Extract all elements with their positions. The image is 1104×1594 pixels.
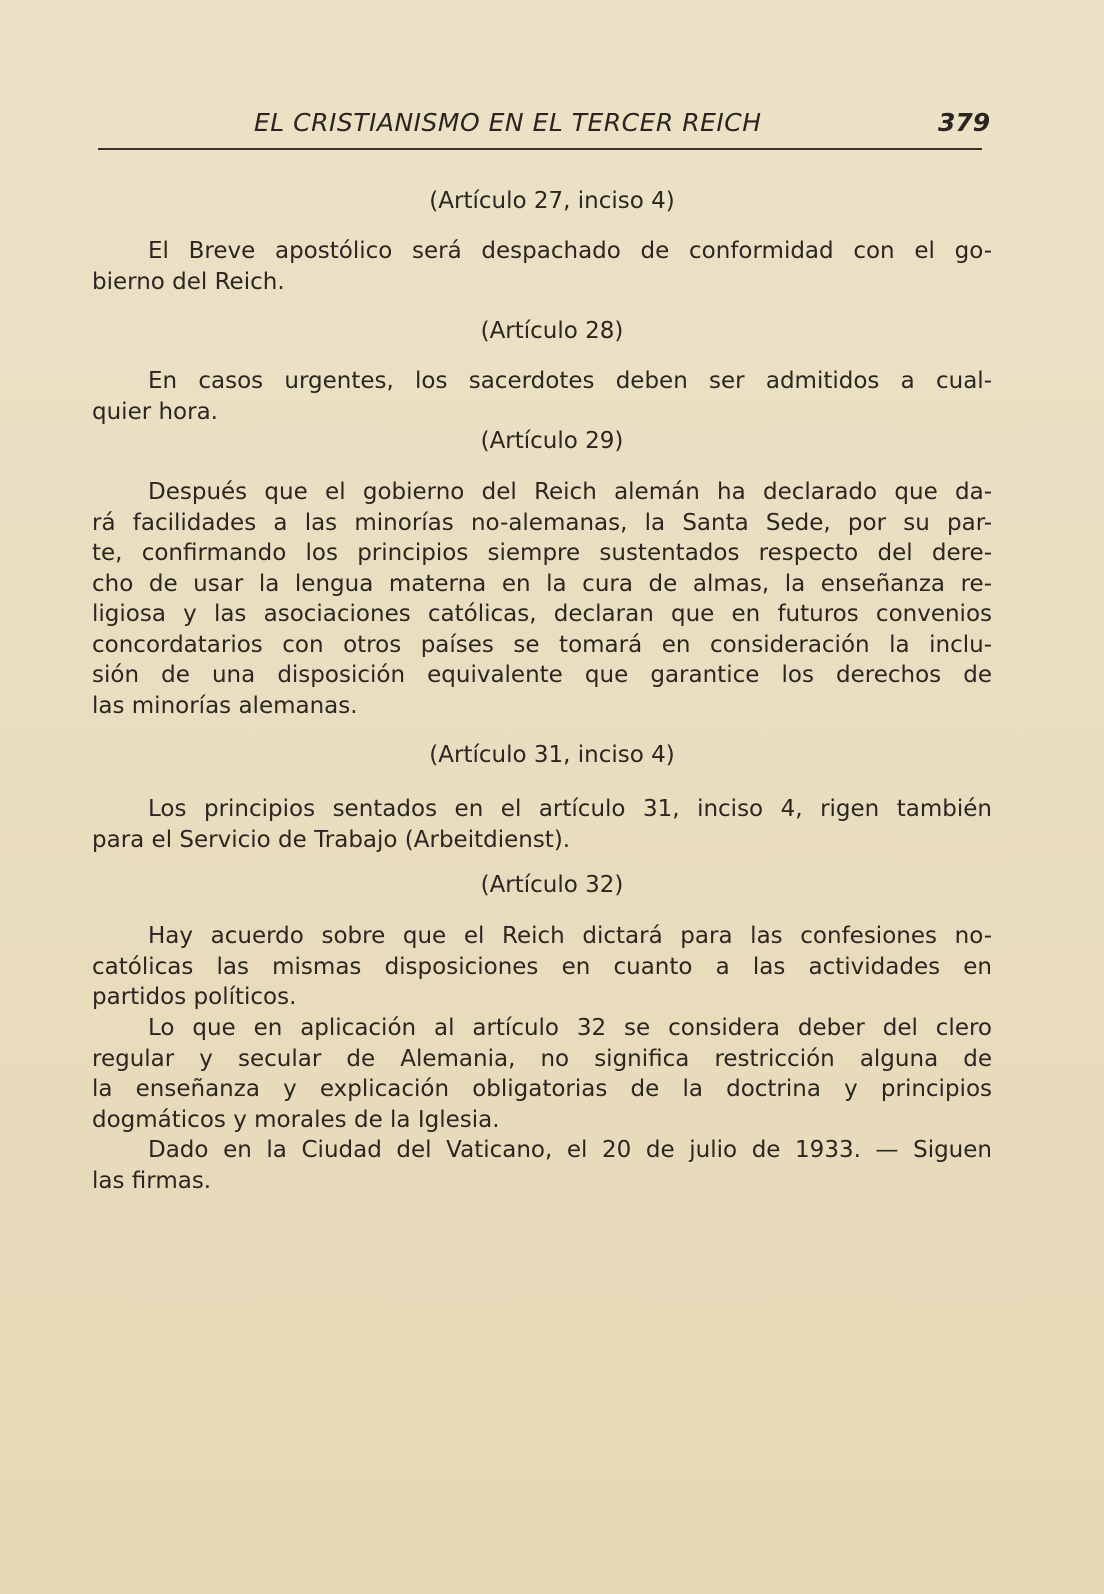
text-line: para el Servicio de Trabajo (Arbeitdienst).	[92, 826, 571, 853]
text-line: En casos urgentes, los sacerdotes deben ser admitidos a cual-	[148, 368, 992, 394]
article-paragraph	[92, 236, 992, 297]
text-line: ligiosa y las asociaciones católicas, declaran que en futuros convenios	[92, 601, 992, 627]
article-heading: (Artículo 32)	[480, 872, 624, 898]
text-line: dogmáticos y morales de la Iglesia.	[92, 1106, 500, 1133]
article-heading: (Artículo 27, inciso 4)	[429, 188, 675, 214]
text-line: Después que el gobierno del Reich alemán ha declarado que da-	[148, 479, 992, 505]
text-line: rá facilidades a las minorías no-alemanas, la Santa Sede, por su par-	[92, 509, 992, 536]
article-paragraph	[92, 921, 992, 1013]
article-paragraph	[92, 1013, 992, 1135]
text-line: las minorías alemanas.	[92, 692, 358, 719]
text-line: la enseñanza y explicación obligatorias de la doctrina y principios	[92, 1076, 992, 1102]
article-paragraph	[92, 366, 992, 427]
text-line: Hay acuerdo sobre que el Reich dictará para las confesiones no-	[148, 923, 992, 949]
page-number: 379	[938, 108, 991, 137]
text-line: partidos políticos.	[92, 984, 297, 1010]
text-line: cho de usar la lengua materna en la cura de almas, la enseñanza re-	[92, 570, 992, 597]
text-line: concordatarios con otros países se tomará en consideración la inclu-	[92, 631, 992, 658]
text-line: católicas las mismas disposiciones en cuanto a las actividades en	[92, 953, 992, 980]
article-heading: (Artículo 28)	[480, 318, 624, 344]
text-line: El Breve apostólico será despachado de conformidad con el go-	[148, 238, 992, 264]
text-line: regular y secular de Alemania, no significa restricción alguna de	[92, 1045, 992, 1072]
text-line: sión de una disposición equivalente que garantice los derechos de	[92, 662, 992, 688]
header-rule	[98, 148, 982, 150]
article-heading: (Artículo 31, inciso 4)	[429, 742, 675, 768]
article-heading: (Artículo 29)	[480, 428, 624, 454]
text-line: las firmas.	[92, 1167, 212, 1194]
article-paragraph	[92, 794, 992, 855]
article-paragraph	[92, 1135, 992, 1196]
text-line: quier hora.	[92, 398, 218, 425]
text-line: Lo que en aplicación al artículo 32 se considera deber del clero	[148, 1015, 992, 1041]
text-line: Los principios sentados en el artículo 31, inciso 4, rigen también	[148, 796, 992, 822]
text-line: bierno del Reich.	[92, 268, 285, 295]
article-paragraph	[92, 477, 992, 721]
text-line: Dado en la Ciudad del Vaticano, el 20 de julio de 1933. — Siguen	[148, 1137, 992, 1163]
running-header-title: EL CRISTIANISMO EN EL TERCER REICH	[254, 108, 762, 137]
text-line: te, confirmando los principios siempre sustentados respecto del dere-	[92, 540, 992, 566]
